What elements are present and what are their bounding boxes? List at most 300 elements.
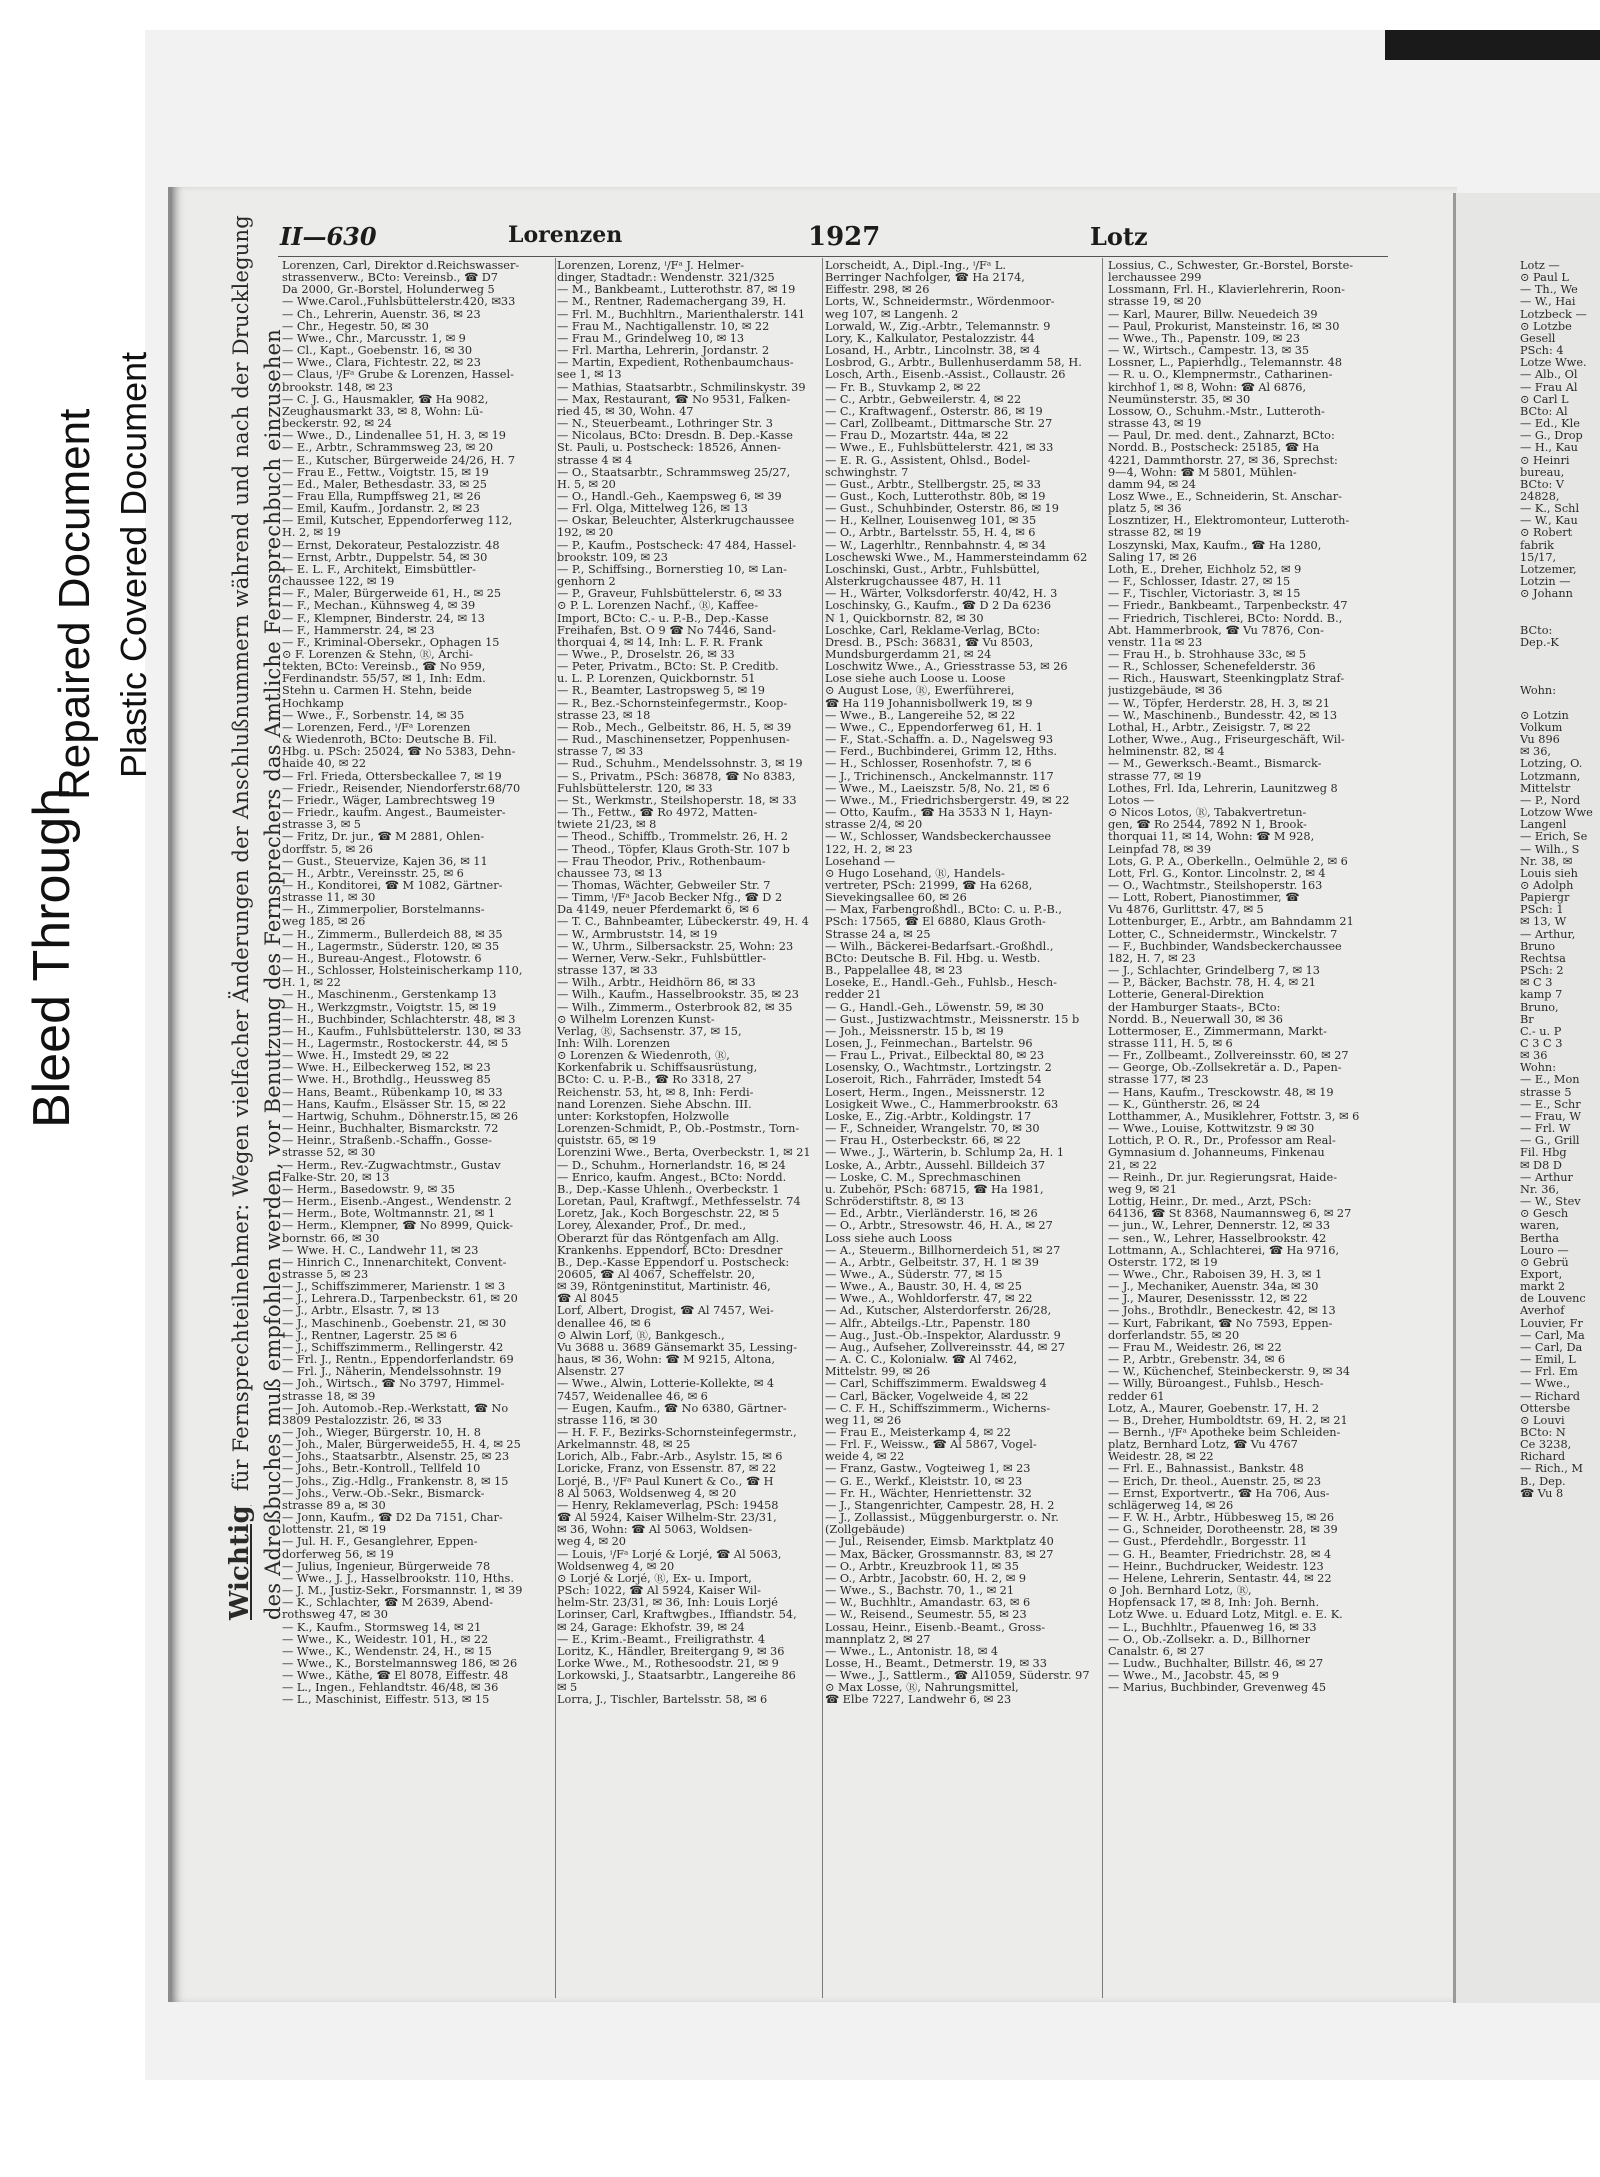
directory-entry: u. Zubehör, PSch: 68715, ☎ Ha 1981, [825, 1183, 1044, 1196]
directory-entry: — Hans, Kaufm., Elsässer Str. 15, ✉ 22 [282, 1098, 507, 1111]
directory-entry: — Rich., M [1520, 1463, 1583, 1476]
directory-entry: 182, H. 7, ✉ 23 [1108, 952, 1196, 965]
directory-entry: BCto: Deutsche B. Fil. Hbg. u. Westb. [825, 952, 1041, 965]
directory-entry: Volkum [1520, 721, 1563, 734]
directory-entry: Lotzmann, [1520, 770, 1581, 783]
directory-entry: Woldsenweg 4, ✉ 20 [557, 1560, 675, 1573]
directory-entry: Osterstr. 172, ✉ 19 [1108, 1256, 1218, 1269]
directory-entry: dorferlandstr. 55, ✉ 20 [1108, 1329, 1240, 1342]
directory-entry: — Ch., Lehrerin, Auenstr. 36, ✉ 23 [282, 308, 481, 321]
directory-entry: ⊙ P. L. Lorenzen Nachf., Ⓡ, Kaffee- [557, 600, 759, 613]
directory-entry: — D., Schuhm., Hornerlandstr. 16, ✉ 24 [557, 1159, 786, 1172]
directory-entry: — Joh., Wieger, Bürgerstr. 10, H. 8 [282, 1427, 481, 1439]
directory-entry: 7457, Weidenallee 46, ✉ 6 [557, 1390, 708, 1403]
directory-entry: — Frl. W [1520, 1123, 1571, 1136]
directory-entry: — W., Maschinenb., Bundesstr. 42, ✉ 13 [1108, 709, 1338, 722]
directory-entry: — J., Maschinenb., Goebenstr. 21, ✉ 30 [282, 1317, 507, 1330]
directory-entry: Fuhlsbüttelerstr. 120, ✉ 33 [557, 782, 713, 795]
directory-entry: Vu 3688 u. 3689 Gänsemarkt 35, Lessing- [557, 1341, 798, 1354]
directory-entry: — G., Schneider, Dorotheenstr. 28, ✉ 39 [1108, 1524, 1338, 1537]
directory-entry: B., Dep. [1520, 1475, 1566, 1488]
directory-entry: — F. W. H., Arbtr., Hübbesweg 15, ✉ 26 [1108, 1512, 1335, 1525]
directory-entry: — Gust., Koch, Lutterothstr. 80b, ✉ 19 [825, 490, 1046, 503]
directory-entry: lerchaussee 299 [1108, 272, 1202, 285]
directory-entry: ⊙ August Lose, Ⓡ, Ewerführerei, [825, 685, 1015, 698]
directory-entry: der Hamburger Staats-, BCto: [1108, 1001, 1281, 1014]
directory-entry: — Otto, Kaufm., ☎ Ha 3533 N 1, Hayn- [825, 807, 1053, 820]
directory-entry: ⊙ F. Lorenzen & Stehn, Ⓡ, Archi- [282, 649, 473, 661]
directory-entry: — P., Schiffsing., Bornerstieg 10, ✉ Lan- [557, 563, 787, 576]
directory-entry: — N., Steuerbeamt., Lothringer Str. 3 [557, 418, 773, 431]
directory-entry: Lossmann, Frl. H., Klavierlehrerin, Roon- [1108, 284, 1345, 297]
directory-entry: — Ernst, Arbtr., Duppelstr. 54, ✉ 30 [282, 551, 488, 564]
directory-entry: Langenl [1520, 819, 1567, 832]
directory-entry: — Heinr., Buchdrucker, Weidestr. 123 [1108, 1560, 1324, 1573]
directory-entry: tekten, BCto: Vereinsb., ☎ No 959, [282, 661, 486, 674]
label-plastic-covered: Plastic Covered Document [113, 351, 154, 778]
directory-entry: — Wwe., Th., Papenstr. 109, ✉ 23 [1108, 332, 1301, 345]
directory-entry: — Wwe., Clara, Fichtestr. 22, ✉ 23 [282, 357, 481, 370]
directory-entry: brookstr. 109, ✉ 23 [557, 551, 668, 564]
directory-entry: — H., Zimmerm., Bullerdeich 88, ✉ 35 [282, 928, 503, 941]
directory-entry: — Frl. Olga, Mittelweg 126, ✉ 13 [557, 503, 748, 516]
directory-entry: ✉ 36 [1520, 1050, 1548, 1063]
directory-entry: kamp 7 [1520, 989, 1563, 1002]
directory-entry: — P., Kaufm., Postscheck: 47 484, Hassel- [557, 539, 797, 552]
directory-entry: PSch: 1 [1520, 904, 1564, 917]
directory-entry: — Wwe., M., Laeiszstr. 5/8, No. 21, ✉ 6 [825, 782, 1050, 795]
directory-entry: — P., Bäcker, Bachstr. 78, H. 4, ✉ 21 [1108, 977, 1316, 990]
directory-entry: ⊙ Louvi [1520, 1414, 1565, 1427]
directory-entry: — Wilh., S [1520, 843, 1580, 856]
directory-entry: — Jonn, Kaufm., ☎ D2 Da 7151, Char- [282, 1512, 503, 1525]
directory-entry: — George, Ob.-Zollsekretär a. D., Papen- [1108, 1062, 1342, 1075]
directory-entry: — Emil, Kutscher, Eppendorferweg 112, [282, 515, 513, 528]
directory-entry: strasse 11, ✉ 30 [282, 892, 376, 905]
directory-entry: Lotterie, General-Direktion [1108, 989, 1265, 1002]
directory-entry: see 1, ✉ 13 [557, 369, 622, 382]
directory-entry: — Wwe., A., Wohldorferstr. 47, ✉ 22 [825, 1293, 1033, 1306]
directory-entry: Lotz — [1520, 260, 1560, 272]
directory-entry: Loschke, Carl, Reklame-Verlag, BCto: [825, 624, 1041, 637]
directory-entry: — R., Beamter, Lastropsweg 5, ✉ 19 [557, 685, 765, 698]
directory-entry: — Rob., Mech., Gelbeitstr. 86, H. 5, ✉ 39 [557, 721, 792, 734]
directory-entry: Eiffestr. 298, ✉ 26 [825, 284, 930, 297]
directory-entry: — Wwe., D., Lindenallee 51, H. 3, ✉ 19 [282, 430, 506, 443]
directory-entry: — Julius, Ingenieur, Bürgerweide 78 [282, 1560, 491, 1573]
directory-entry: — Herm., Rev.-Zugwachtmstr., Gustav [282, 1159, 501, 1172]
directory-entry: — H., Kellner, Louisenweg 101, ✉ 35 [825, 515, 1037, 528]
directory-entry: nand Lorenzen. Siehe Abschn. III. [557, 1098, 752, 1111]
directory-entry: Vu 4876, Gurlittstr. 47, ✉ 5 [1108, 904, 1264, 917]
directory-entry: Gesell [1520, 332, 1556, 345]
directory-entry: rothsweg 47, ✉ 30 [282, 1609, 388, 1622]
directory-entry: Lotzing, O. [1520, 758, 1583, 771]
directory-entry: Lottenburger, E., Arbtr., am Bahndamm 21 [1108, 916, 1354, 929]
directory-entry: — Frau Ella, Rumpffsweg 21, ✉ 26 [282, 490, 481, 503]
directory-entry: — Ad., Kutscher, Alsterdorferstr. 26/28, [825, 1305, 1052, 1318]
directory-entry: — Frau Al [1520, 381, 1578, 394]
directory-entry: Abt. Hammerbrook, ☎ Vu 7876, Con- [1108, 624, 1324, 637]
directory-entry: PSch: 17565, ☎ El 6880, Klaus Groth- [825, 916, 1046, 929]
directory-entry: — Gust., Pferdehdlr., Borgesstr. 11 [1108, 1536, 1308, 1549]
directory-entry: — Wilh., Zimmerm., Osterbrook 82, ✉ 35 [557, 1001, 793, 1014]
directory-entry: — Wwe., K., Weidestr. 101, H., ✉ 22 [282, 1633, 489, 1646]
directory-entry: ⊙ Lorenzen & Wiedenroth, Ⓡ, [557, 1050, 730, 1063]
directory-entry: — Kurt, Fabrikant, ☎ No 7593, Eppen- [1108, 1317, 1333, 1330]
directory-entry: — J., Maurer, Desenissstr. 12, ✉ 22 [1108, 1293, 1308, 1306]
directory-entry: dorffstr. 5, ✉ 26 [282, 843, 373, 856]
directory-entry: Lorey, Alexander, Prof., Dr. med., [557, 1220, 747, 1233]
margin-notice-line-2: des Adreßbuches muß empfohlen werden, vor Benutzung des Fernsprechers das Amtliche Fernsprechbuch einzusehen [261, 329, 285, 1620]
directory-entry: — W., Armbruststr. 14, ✉ 19 [557, 928, 718, 941]
directory-entry: weg 4, ✉ 20 [557, 1536, 626, 1549]
directory-entry: — E., Arbtr., Schrammsweg 23, ✉ 20 [282, 442, 494, 455]
directory-entry: — F., Tischler, Victoriastr. 3, ✉ 15 [1108, 588, 1301, 601]
directory-entry: — Cl., Kapt., Goebenstr. 16, ✉ 30 [282, 345, 473, 358]
directory-entry: — Franz, Gastw., Vogteiweg 1, ✉ 23 [825, 1463, 1031, 1476]
directory-entry: Lorenzen, Carl, Direktor d.Reichswasser- [282, 260, 520, 272]
directory-entry: Losensky, O., Wachtmstr., Lortzingstr. 2 [825, 1062, 1052, 1075]
directory-entry: Losen, J., Feinmechan., Bartelstr. 96 [825, 1038, 1033, 1050]
directory-entry: — E. R. G., Assistent, Ohlsd., Bodel- [825, 454, 1031, 467]
directory-entry: H. 2, ✉ 19 [282, 527, 341, 540]
directory-entry: redder 61 [1108, 1390, 1165, 1403]
directory-entry: — H., Kaufm., Fuhlsbüttelerstr. 130, ✉ 33 [282, 1025, 522, 1038]
directory-entry: — Hartwig, Schuhm., Döhnerstr.15, ✉ 26 [282, 1110, 519, 1123]
directory-entry: — O., Arbtr., Bartelsstr. 55, H. 4, ✉ 6 [825, 527, 1036, 540]
directory-entry: 192, ✉ 20 [557, 527, 614, 540]
directory-entry: — W., Hai [1520, 296, 1576, 309]
directory-entry: — Hans, Kaufm., Tresckowstr. 48, ✉ 19 [1108, 1086, 1334, 1099]
directory-entry: 3809 Pestalozzistr. 26, ✉ 33 [282, 1414, 442, 1427]
directory-entry: — F., Kriminal-Obersekr., Ophagen 15 [282, 636, 500, 649]
directory-entry: C 3 C 3 [1520, 1038, 1563, 1050]
directory-entry: — E., Mon [1520, 1074, 1580, 1087]
directory-entry: — Chr., Hegestr. 50, ✉ 30 [282, 320, 429, 333]
directory-entry: — Wwe., S., Bachstr. 70, 1., ✉ 21 [825, 1585, 1015, 1598]
directory-entry: — Wilh., Kaufm., Hasselbrookstr. 35, ✉ 23 [557, 989, 799, 1002]
directory-entry: — Joh., Maler, Bürgerweide55, H. 4, ✉ 25 [282, 1439, 521, 1452]
directory-entry: Lossius, C., Schwester, Gr.-Borstel, Borste- [1108, 260, 1354, 272]
column-divider [1102, 258, 1103, 1998]
directory-entry: — sen., W., Lehrer, Hasselbrookstr. 42 [1108, 1232, 1327, 1245]
directory-entry: — W., Schlosser, Wandsbeckerchaussee [825, 831, 1052, 844]
scan-dark-edge [1385, 30, 1600, 60]
directory-entry: Loricke, Franz, von Essenstr. 87, ✉ 22 [557, 1463, 777, 1476]
directory-entry [1520, 673, 1598, 685]
directory-entry: justizgebäude, ✉ 36 [1108, 685, 1223, 698]
directory-entry: — Henry, Reklameverlag, PSch: 19458 [557, 1499, 779, 1512]
directory-entry: strasse 7, ✉ 33 [557, 746, 644, 759]
directory-entry [1520, 613, 1598, 625]
directory-entry: Losbrod, G., Arbtr., Bullenhuserdamm 58, H. [825, 357, 1082, 370]
directory-entry: — O., Wachtmstr., Steilshoperstr. 163 [1108, 879, 1323, 892]
directory-entry: — Alfr., Abteilgs.-Ltr., Papenstr. 180 [825, 1317, 1031, 1330]
directory-entry: ✉ C 3 [1520, 977, 1553, 990]
directory-column-2 [557, 260, 821, 1995]
directory-entry: — Martin, Expedient, Rothenbaumchaus- [557, 357, 794, 370]
directory-entry: strasse 52, ✉ 30 [282, 1147, 376, 1160]
directory-entry: — Wwe., Chr., Marcusstr. 1, ✉ 9 [282, 332, 466, 345]
directory-entry: — W., Wirtsch., Campestr. 13, ✉ 35 [1108, 345, 1310, 358]
directory-entry: — Johs., Verw.-Ob.-Sekr., Bismarck- [282, 1487, 485, 1500]
directory-entry: C.- u. P [1520, 1025, 1562, 1038]
directory-entry: Louis sieh [1520, 867, 1578, 880]
directory-entry: Lossau, Heinr., Eisenb.-Beamt., Gross- [825, 1621, 1046, 1634]
directory-entry: chaussee 73, ✉ 13 [557, 867, 663, 880]
directory-entry: — C., Arbtr., Gebweilerstr. 4, ✉ 22 [825, 393, 1022, 406]
directory-entry: — R. u. O., Klempnermstr., Catharinen- [1108, 369, 1333, 382]
directory-entry: — Joh. Automob.-Rep.-Werkstatt, ☎ No [282, 1402, 509, 1415]
directory-entry: Br [1520, 1013, 1534, 1026]
directory-entry: strasse 116, ✉ 30 [557, 1414, 658, 1427]
directory-entry: — Helene, Lehrerin, Sentastr. 44, ✉ 22 [1108, 1572, 1332, 1585]
directory-entry: Lorich, Alb., Fabr.-Arb., Asylstr. 15, ✉ 6 [557, 1451, 783, 1464]
directory-entry: ⊙ Heinri [1520, 454, 1570, 467]
directory-entry: — Fritz, Dr. jur., ☎ M 2881, Ohlen- [282, 831, 485, 844]
directory-entry: ✉ D8 D [1520, 1159, 1562, 1172]
directory-entry: weg 185, ✉ 26 [282, 916, 366, 929]
directory-entry: Loske, A., Arbtr., Aussehl. Billdeich 37 [825, 1159, 1046, 1172]
directory-entry: — Theod., Schiffb., Trommelstr. 26, H. 2 [557, 831, 789, 844]
directory-entry: — Frau H., b. Strohhause 33c, ✉ 5 [1108, 649, 1307, 661]
directory-entry: — Alb., Ol [1520, 369, 1578, 382]
directory-entry: — Gust., Schuhbinder, Osterstr. 86, ✉ 19 [825, 503, 1059, 516]
directory-entry: — Werner, Verw.-Sekr., Fuhlsbüttler- [557, 952, 767, 965]
directory-entry: platz, Bernhard Lotz, ☎ Vu 4767 [1108, 1439, 1298, 1452]
directory-entry: — Aug., Aufseher, Zollvereinsstr. 44, ✉ 27 [825, 1341, 1066, 1354]
directory-entry: — Max, Restaurant, ☎ No 9531, Falken- [557, 393, 791, 406]
directory-entry: ☎ Ha 119 Johannisbollwerk 19, ✉ 9 [825, 697, 1033, 710]
directory-entry: strasse 77, ✉ 19 [1108, 770, 1202, 783]
directory-entry: Loth, E., Dreher, Eichholz 52, ✉ 9 [1108, 563, 1302, 576]
directory-entry: — Frl. E., Bahnassist., Bankstr. 48 [1108, 1463, 1304, 1476]
directory-entry: 20605, ☎ Al 4067, Scheffelstr. 20, [557, 1268, 756, 1281]
directory-entry: Papiergr [1520, 892, 1570, 905]
directory-entry: Louro — [1520, 1244, 1569, 1257]
directory-entry: — Frl. Martha, Lehrerin, Jordanstr. 2 [557, 345, 770, 358]
directory-entry: — J., Rentner, Lagerstr. 25 ✉ 6 [282, 1329, 458, 1342]
directory-entry: Lose siehe auch Loose u. Loose [825, 673, 1006, 686]
directory-entry: Hopfensack 17, ✉ 8, Inh: Joh. Bernh. [1108, 1597, 1320, 1610]
directory-entry: — H., Konditorei, ☎ M 1082, Gärtner- [282, 879, 503, 892]
label-repaired-document: Repaired Document [50, 408, 99, 800]
directory-entry: Losse, H., Beamt., Detmerstr. 19, ✉ 33 [825, 1657, 1047, 1670]
directory-entry: — J., Schiffszimmerm., Rellingerstr. 42 [282, 1341, 504, 1354]
directory-entry: Loschewski Wwe., M., Hammersteindamm 62 [825, 551, 1088, 564]
directory-entry: u. L. P. Lorenzen, Quickbornstr. 51 [557, 673, 756, 686]
directory-entry: — St., Werkmstr., Steilshoperstr. 18, ✉ 33 [557, 794, 797, 807]
directory-entry: — Richard [1520, 1390, 1580, 1403]
directory-entry: — H., Buchbinder, Schlachterstr. 48, ✉ 3 [282, 1013, 516, 1026]
directory-entry: — Paul, Dr. med. dent., Zahnarzt, BCto: [1108, 430, 1335, 443]
directory-entry: platz 5, ✉ 36 [1108, 503, 1182, 516]
directory-entry: weg 11, ✉ 26 [825, 1414, 902, 1427]
directory-entry: ⊙ Max Losse, Ⓡ, Nahrungsmittel, [825, 1682, 1019, 1695]
directory-entry: Falke-Str. 20, ✉ 13 [282, 1171, 390, 1184]
margin-notice-line-1: für Fernsprechteilnehmer: Wegen vielfacher Änderungen der Anschlußnummern während und nach der Drucklegung [229, 215, 253, 1492]
directory-entry: — Carl, Da [1520, 1341, 1583, 1354]
directory-entry: ⊙ Johann [1520, 588, 1573, 601]
directory-entry: bornstr. 66, ✉ 30 [282, 1232, 380, 1245]
directory-entry: — Ed., Kle [1520, 418, 1580, 431]
directory-entry: BCto: [1520, 624, 1553, 637]
directory-entry: — Wwe., C., Eppendorferweg 61, H. 1 [825, 721, 1043, 734]
directory-entry: — P., Graveur, Fuhlsbüttelerstr. 6, ✉ 33 [557, 588, 783, 601]
directory-entry: — Erich, Dr. theol., Auenstr. 25, ✉ 23 [1108, 1475, 1322, 1488]
directory-entry: strasse 19, ✉ 20 [1108, 296, 1202, 309]
directory-entry: strasse 5 [1520, 1086, 1572, 1099]
directory-entry: Lorwald, W., Zig.-Arbtr., Telemannstr. 9 [825, 320, 1051, 333]
directory-entry: vertreter, PSch: 21999, ☎ Ha 6268, [825, 879, 1033, 892]
directory-entry: — F., Schneider, Wrangelstr. 70, ✉ 30 [825, 1123, 1040, 1136]
directory-entry: — K., Schlachter, ☎ M 2639, Abend- [282, 1597, 494, 1610]
directory-entry: — Wwe., B., Langereihe 52, ✉ 22 [825, 709, 1016, 722]
directory-entry: Losch, Arth., Eisenb.-Assist., Collaustr. 26 [825, 369, 1066, 382]
directory-entry: ⊙ Paul L [1520, 272, 1569, 285]
directory-entry: St. Pauli, u. Postscheck: 18526, Annen- [557, 442, 781, 455]
directory-entry: — Max, Farbengroßhdl., BCto: C. u. P.-B., [825, 904, 1062, 917]
directory-entry: — Friedr., Bankbeamt., Tarpenbeckstr. 47 [1108, 600, 1348, 613]
directory-entry: — Carl, Zollbeamt., Dittmarsche Str. 27 [825, 418, 1053, 431]
directory-entry: beckerstr. 92, ✉ 24 [282, 418, 392, 431]
directory-entry: — W., Lagerhltr., Rennbahnstr. 4, ✉ 34 [825, 539, 1046, 552]
directory-entry: lottenstr. 21, ✉ 19 [282, 1524, 387, 1537]
directory-entry: Fil. Hbg [1520, 1147, 1567, 1160]
directory-entry: — Wwe., A., Baustr. 30, H. 4, ✉ 25 [825, 1281, 1022, 1294]
directory-entry: Lossow, O., Schuhm.-Mstr., Lutteroth- [1108, 405, 1325, 418]
directory-entry: — W., Buchhltr., Amandastr. 63, ✉ 6 [825, 1597, 1031, 1610]
directory-entry: H. 1, ✉ 22 [282, 977, 341, 990]
directory-entry: brookstr. 148, ✉ 23 [282, 381, 393, 394]
directory-entry: strasse 89 a, ✉ 30 [282, 1499, 386, 1512]
directory-entry: — Wwe. H., Brothdlg., Heussweg 85 [282, 1074, 491, 1087]
directory-entry: Verlag, Ⓡ, Sachsenstr. 37, ✉ 15, [557, 1025, 742, 1038]
directory-entry: Loritz, K., Händler, Breitergang 9, ✉ 36 [557, 1645, 785, 1658]
directory-entry: — K., Kaufm., Stormsweg 14, ✉ 21 [282, 1621, 482, 1634]
directory-entry: B., Pappelallee 48, ✉ 23 [825, 965, 963, 978]
directory-entry: Lorscheidt, A., Dipl.-Ing., ⁱ/Fᵃ L. [825, 260, 1006, 272]
directory-entry: — Bernh., ⁱ/Fᵃ Apotheke beim Schleiden- [1108, 1427, 1341, 1439]
directory-entry: — J., Stangenrichter, Campestr. 28, H. 2 [825, 1499, 1055, 1512]
directory-entry: Freihafen, Bst. O 9 ☎ No 7446, Sand- [557, 624, 776, 637]
directory-entry: — O., Arbtr., Stresowstr. 46, H. A., ✉ 27 [825, 1220, 1053, 1233]
directory-entry: — Loske, C. M., Sprechmaschinen [825, 1171, 1021, 1184]
directory-entry: Mittelstr. 99, ✉ 26 [825, 1366, 931, 1379]
directory-entry: — E., Krim.-Beamt., Freiligrathstr. 4 [557, 1633, 766, 1646]
directory-entry: — Peter, Privatm., BCto: St. P. Creditb. [557, 661, 779, 674]
directory-entry: — Frl. M., Buchhltrn., Marienthalerstr. 141 [557, 308, 806, 321]
directory-entry: — Ernst, Dekorateur, Pestalozzistr. 48 [282, 539, 500, 552]
directory-entry: Saling 17, ✉ 26 [1108, 551, 1197, 564]
directory-entry: — A., Arbtr., Gelbeitstr. 37, H. 1 ✉ 39 [825, 1256, 1039, 1269]
directory-entry: strasse 4 ✉ 4 [557, 454, 633, 467]
directory-entry: Losand, H., Arbtr., Lincolnstr. 38, ✉ 4 [825, 345, 1041, 358]
directory-entry: ⊙ Hugo Losehand, Ⓡ, Handels- [825, 867, 1005, 880]
directory-entry: — W., Stev [1520, 1196, 1581, 1209]
directory-entry: Oberarzt für das Röntgenfach am Allg. [557, 1232, 780, 1245]
directory-entry: — Carl, Schiffszimmerm. Ewaldsweg 4 [825, 1378, 1047, 1391]
directory-entry: — Rich., Hauswart, Steenkingplatz Straf- [1108, 673, 1345, 686]
directory-entry: — T. C., Bahnbeamter, Lübeckerstr. 49, H. 4 [557, 916, 809, 929]
directory-entry: — Marius, Buchbinder, Grevenweg 45 [1108, 1682, 1327, 1695]
directory-entry: Neumünsterstr. 35, ✉ 30 [1108, 393, 1251, 406]
directory-entry: — H., Arbtr., Vereinsstr. 25, ✉ 6 [282, 867, 464, 880]
directory-entry: Dresd. B., PSch: 36831, ☎ Vu 8503, [825, 636, 1034, 649]
directory-entry: — Emil, Kaufm., Jordanstr. 2, ✉ 23 [282, 503, 480, 516]
directory-entry: Loretan, Paul, Kraftwgf., Methfesselstr. 74 [557, 1196, 801, 1209]
directory-entry: — Th., Fettw., ☎ Ro 4972, Matten- [557, 807, 758, 820]
directory-entry: — Wwe., P., Droselstr. 26, ✉ 33 [557, 649, 735, 661]
directory-entry: ☎ Elbe 7227, Landwehr 6, ✉ 23 [825, 1694, 1012, 1707]
directory-entry: — J. M., Justiz-Sekr., Forsmannstr. 1, ✉ 39 [282, 1585, 523, 1598]
directory-entry: — Wwe., L., Antonistr. 18, ✉ 4 [825, 1645, 999, 1658]
directory-entry: schwinghstr. 7 [825, 466, 909, 479]
directory-entry: Hochkamp [282, 697, 344, 710]
directory-entry: — Wwe. H., Imstedt 29, ✉ 22 [282, 1050, 450, 1063]
directory-entry: — Paul, Prokurist, Mansteinstr. 16, ✉ 30 [1108, 320, 1340, 333]
directory-entry: — Wwe. H. C., Landwehr 11, ✉ 23 [282, 1244, 479, 1257]
directory-entry: Rechtsa [1520, 952, 1566, 965]
directory-entry: — Wwe., Chr., Raboisen 39, H. 3, ✉ 1 [1108, 1268, 1323, 1281]
directory-entry: Bruno, [1520, 1001, 1559, 1014]
directory-entry: — C., Kraftwagenf., Osterstr. 86, ✉ 19 [825, 405, 1043, 418]
directory-entry: ✉ 5 [557, 1682, 578, 1695]
directory-entry: Lottermoser, E., Zimmermann, Markt- [1108, 1025, 1327, 1038]
directory-entry: — Wwe., [1520, 1378, 1571, 1391]
directory-entry: — Frau M., Grindelweg 10, ✉ 13 [557, 332, 745, 345]
directory-entry: mannplatz 2, ✉ 27 [825, 1633, 931, 1646]
directory-entry: ⊙ Robert [1520, 527, 1573, 540]
directory-entry: Lottich, P. O. R., Dr., Professor am Real- [1108, 1135, 1336, 1148]
directory-entry: — M., Gewerksch.-Beamt., Bismarck- [1108, 758, 1322, 771]
directory-entry: — Lott, Robert, Pianostimmer, ☎ [1108, 892, 1300, 905]
directory-entry: — F., Schlosser, Idastr. 27, ✉ 15 [1108, 576, 1291, 589]
directory-entry: — J., Mechaniker, Auenstr. 34a, ✉ 30 [1108, 1281, 1319, 1294]
directory-entry: — H., Lagermstr., Süderstr. 120, ✉ 35 [282, 940, 500, 953]
directory-entry: — Frau E., Meisterkamp 4, ✉ 22 [825, 1427, 1011, 1439]
directory-entry: Lotthammer, A., Musiklehrer, Fottstr. 3, ✉ 6 [1108, 1110, 1360, 1123]
directory-entry: chaussee 122, ✉ 19 [282, 576, 395, 589]
directory-entry: — G., Drop [1520, 430, 1583, 443]
directory-entry: ☎ Al 5924, Kaiser Wilhelm-Str. 23/31, [557, 1512, 777, 1525]
directory-entry: — Heinr., Buchhalter, Bismarckstr. 72 [282, 1123, 499, 1136]
directory-entry: — W., Küchenchef, Steinbeckerstr. 9, ✉ 34 [1108, 1366, 1351, 1379]
directory-entry: — F., Stat.-Schaffn. a. D., Nagelsweg 93 [825, 734, 1054, 747]
directory-entry: unter: Korkstopfen, Holzwolle [557, 1110, 730, 1123]
directory-entry: — Johs., Staatsarbtr., Alsenstr. 25, ✉ 23 [282, 1451, 510, 1464]
directory-entry: — H. F. F., Bezirks-Schornsteinfegermstr., [557, 1427, 797, 1439]
directory-entry: 4221, Dammthorstr. 27, ✉ 36, Sprechst: [1108, 454, 1338, 467]
directory-entry: Hbg. u. PSch: 25024, ☎ No 5383, Dehn- [282, 746, 516, 759]
directory-entry: Nr. 36, [1520, 1183, 1560, 1196]
directory-entry: — Fr. H., Wächter, Henriettenstr. 32 [825, 1487, 1032, 1500]
directory-entry: — Wilh., Bäckerei-Bedarfsart.-Großhdl., [825, 940, 1054, 953]
directory-entry: strasse 177, ✉ 23 [1108, 1074, 1209, 1087]
directory-entry: B., Dep.-Kasse Eppendorf u. Postscheck: [557, 1256, 790, 1269]
directory-entry: Lots, G. P. A., Oberkelln., Oelmühle 2, ✉ 6 [1108, 855, 1348, 868]
directory-entry: — Aug., Just.-Ob.-Inspektor, Alardusstr. 9 [825, 1329, 1061, 1342]
directory-entry: — O., Handl.-Geh., Kaempsweg 6, ✉ 39 [557, 490, 782, 503]
directory-entry: Mittelstr [1520, 782, 1571, 795]
page-number: II—630 [280, 222, 377, 251]
directory-entry: Lotze Wwe. [1520, 357, 1587, 370]
directory-entry: haus, ✉ 36, Wohn: ☎ M 9215, Altona, [557, 1354, 775, 1367]
directory-entry: — Frau E., Fettw., Voigtstr. 15, ✉ 19 [282, 466, 489, 479]
directory-entry: — Claus, ⁱ/Fᵃ Grube & Lorenzen, Hassel- [282, 369, 514, 382]
directory-entry: Richard [1520, 1451, 1566, 1464]
